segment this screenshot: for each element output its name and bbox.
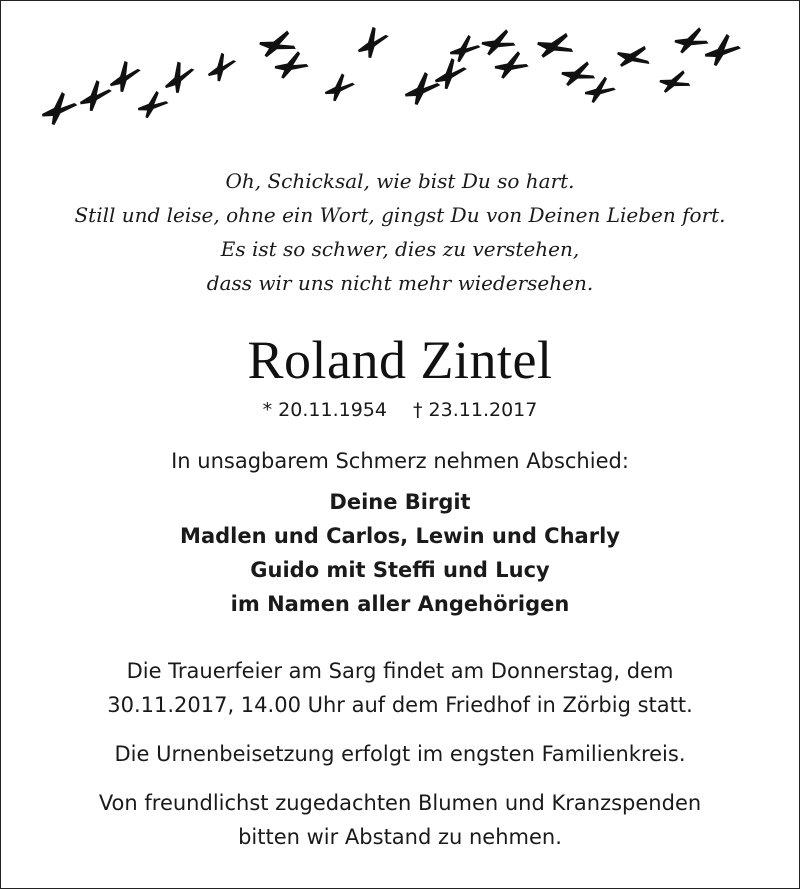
ceremony-info xyxy=(0,654,800,722)
farewell-intro: In unsagbarem Schmerz nehmen Abschied: xyxy=(171,449,629,473)
mourners-list xyxy=(0,485,800,621)
poem-line: Oh, Schicksal, wie bist Du so hart. xyxy=(225,169,575,193)
deceased-name: Roland Zintel xyxy=(247,330,553,390)
life-dates xyxy=(0,397,800,423)
mourner-line: Madlen und Carlos, Lewin und Charly xyxy=(180,524,620,548)
poem-line: dass wir uns nicht mehr wiedersehen. xyxy=(206,271,594,295)
flowers-line: bitten wir Abstand zu nehmen. xyxy=(238,825,562,849)
ceremony-line: 30.11.2017, 14.00 Uhr auf dem Friedhof in Zörbig statt. xyxy=(107,693,693,717)
flowers-info xyxy=(0,786,800,854)
poem-line: Es ist so schwer, dies zu verstehen, xyxy=(220,237,580,261)
urn-line: Die Urnenbeisetzung erfolgt im engsten Familienkreis. xyxy=(114,742,686,766)
memorial-poem xyxy=(0,164,800,300)
poem-line: Still und leise, ohne ein Wort, gingst Du von Deinen Lieben fort. xyxy=(74,203,726,227)
urn-info xyxy=(0,737,800,771)
flowers-line: Von freundlichst zugedachten Blumen und Kranzspenden xyxy=(98,791,702,815)
death-date: † 23.11.2017 xyxy=(413,399,538,421)
ceremony-line: Die Trauerfeier am Sarg findet am Donnerstag, dem xyxy=(126,659,674,683)
birth-date: * 20.11.1954 xyxy=(262,399,387,421)
flying-birds-icon xyxy=(30,22,770,142)
mourner-line: Deine Birgit xyxy=(329,490,471,514)
mourner-line: Guido mit Steffi und Lucy xyxy=(250,558,550,582)
mourner-line: im Namen aller Angehörigen xyxy=(230,592,570,616)
